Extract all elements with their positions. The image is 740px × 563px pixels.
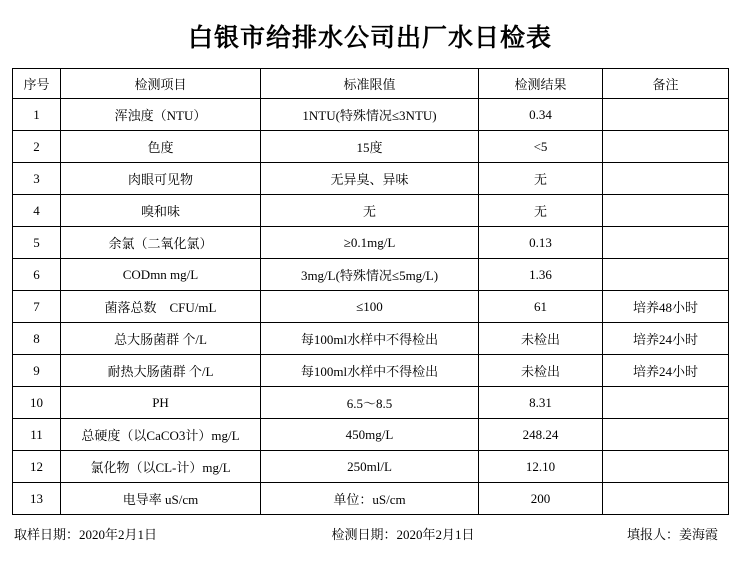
table-row	[13, 387, 729, 419]
cell-note	[603, 195, 729, 227]
cell-note	[603, 387, 729, 419]
cell-standard: 250ml/L	[261, 451, 479, 483]
cell-item: 总大肠菌群 个/L	[61, 323, 261, 355]
cell-note	[603, 483, 729, 515]
cell-result: 未检出	[479, 323, 603, 355]
cell-item: 电导率 uS/cm	[61, 483, 261, 515]
column-header-result: 检测结果	[479, 69, 603, 99]
cell-standard: 无异臭、异味	[261, 163, 479, 195]
cell-note	[603, 227, 729, 259]
sampling-date: 取样日期：2020年2月1日	[14, 527, 158, 542]
cell-no: 8	[13, 323, 61, 355]
cell-no: 9	[13, 355, 61, 387]
cell-item: 浑浊度（NTU）	[61, 99, 261, 131]
cell-result: 0.34	[479, 99, 603, 131]
cell-result: <5	[479, 131, 603, 163]
cell-result: 无	[479, 195, 603, 227]
cell-no: 5	[13, 227, 61, 259]
cell-standard: 6.5～8.5	[261, 387, 479, 419]
cell-standard: 无	[261, 195, 479, 227]
cell-note	[603, 259, 729, 291]
cell-result: 12.10	[479, 451, 603, 483]
cell-no: 2	[13, 131, 61, 163]
cell-standard: 1NTU(特殊情况≤3NTU)	[261, 99, 479, 131]
cell-no: 1	[13, 99, 61, 131]
column-header-note: 备注	[603, 69, 729, 99]
cell-result: 200	[479, 483, 603, 515]
table-body	[13, 99, 729, 515]
water-quality-table	[12, 68, 729, 515]
table-row	[13, 323, 729, 355]
cell-item: 耐热大肠菌群 个/L	[61, 355, 261, 387]
cell-result: 无	[479, 163, 603, 195]
column-header-no: 序号	[13, 69, 61, 99]
cell-standard: 每100ml水样中不得检出	[261, 323, 479, 355]
cell-result: 8.31	[479, 387, 603, 419]
column-header-standard: 标准限值	[261, 69, 479, 99]
cell-no: 12	[13, 451, 61, 483]
cell-note: 培养24小时	[603, 323, 729, 355]
cell-no: 4	[13, 195, 61, 227]
cell-item: 肉眼可见物	[61, 163, 261, 195]
table-row	[13, 419, 729, 451]
cell-standard: 单位：uS/cm	[261, 483, 479, 515]
table-row	[13, 227, 729, 259]
table-header	[13, 69, 729, 99]
cell-item: 余氯（二氧化氯）	[61, 227, 261, 259]
cell-note: 培养48小时	[603, 291, 729, 323]
cell-result: 1.36	[479, 259, 603, 291]
cell-no: 10	[13, 387, 61, 419]
table-row	[13, 99, 729, 131]
table-row	[13, 451, 729, 483]
cell-item: CODmn mg/L	[61, 259, 261, 291]
cell-item: 色度	[61, 131, 261, 163]
table-row	[13, 195, 729, 227]
cell-result: 61	[479, 291, 603, 323]
cell-standard: 每100ml水样中不得检出	[261, 355, 479, 387]
cell-result: 0.13	[479, 227, 603, 259]
cell-standard: ≥0.1mg/L	[261, 227, 479, 259]
cell-result: 248.24	[479, 419, 603, 451]
cell-note	[603, 419, 729, 451]
reporter-name: 填报人：姜海霞	[626, 527, 718, 542]
cell-item: 嗅和味	[61, 195, 261, 227]
cell-no: 7	[13, 291, 61, 323]
table-header-row	[13, 69, 729, 99]
cell-no: 3	[13, 163, 61, 195]
cell-note	[603, 99, 729, 131]
table-row	[13, 483, 729, 515]
cell-standard: 15度	[261, 131, 479, 163]
report-footer	[12, 515, 728, 543]
cell-no: 11	[13, 419, 61, 451]
table-row	[13, 259, 729, 291]
cell-no: 6	[13, 259, 61, 291]
cell-item: 总硬度（以CaCO3计）mg/L	[61, 419, 261, 451]
cell-note	[603, 131, 729, 163]
table-row	[13, 355, 729, 387]
cell-standard: 450mg/L	[261, 419, 479, 451]
cell-standard: ≤100	[261, 291, 479, 323]
cell-note: 培养24小时	[603, 355, 729, 387]
cell-no: 13	[13, 483, 61, 515]
page-title: 白银市给排水公司出厂水日检表	[187, 25, 552, 52]
cell-note	[603, 451, 729, 483]
table-row	[13, 291, 729, 323]
cell-note	[603, 163, 729, 195]
table-row	[13, 131, 729, 163]
column-header-item: 检测项目	[61, 69, 261, 99]
cell-standard: 3mg/L(特殊情况≤5mg/L)	[261, 259, 479, 291]
table-row	[13, 163, 729, 195]
cell-item: 菌落总数 CFU/mL	[61, 291, 261, 323]
cell-item: PH	[61, 387, 261, 419]
test-date: 检测日期：2020年2月1日	[331, 527, 475, 542]
cell-item: 氯化物（以CL-计）mg/L	[61, 451, 261, 483]
cell-result: 未检出	[479, 355, 603, 387]
